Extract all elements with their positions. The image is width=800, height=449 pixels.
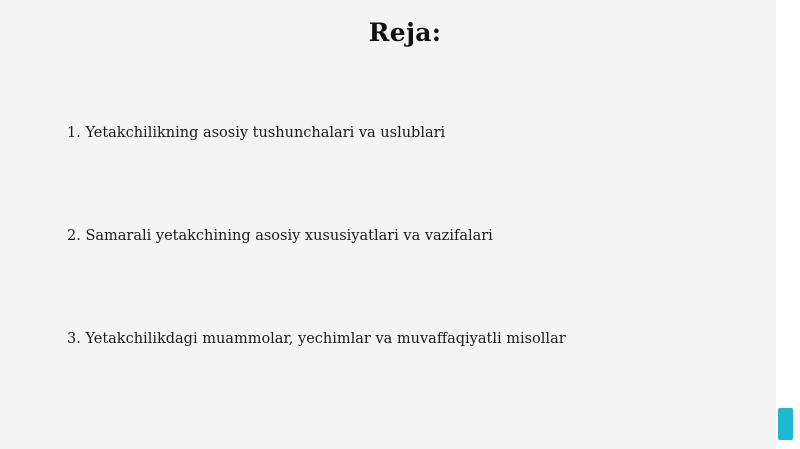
slide-title: Reja: [368, 18, 442, 47]
scrollbar-track[interactable] [776, 0, 800, 449]
plan-item-3: 3. Yetakchilikdagi muammolar, yechimlar va muvaffaqiyatli misollar [67, 331, 566, 347]
plan-item-2: 2. Samarali yetakchining asosiy xususiyatlari va vazifalari [67, 228, 493, 244]
scrollbar-thumb[interactable] [778, 408, 793, 440]
plan-item-1: 1. Yetakchilikning asosiy tushunchalari va uslublari [67, 125, 446, 141]
